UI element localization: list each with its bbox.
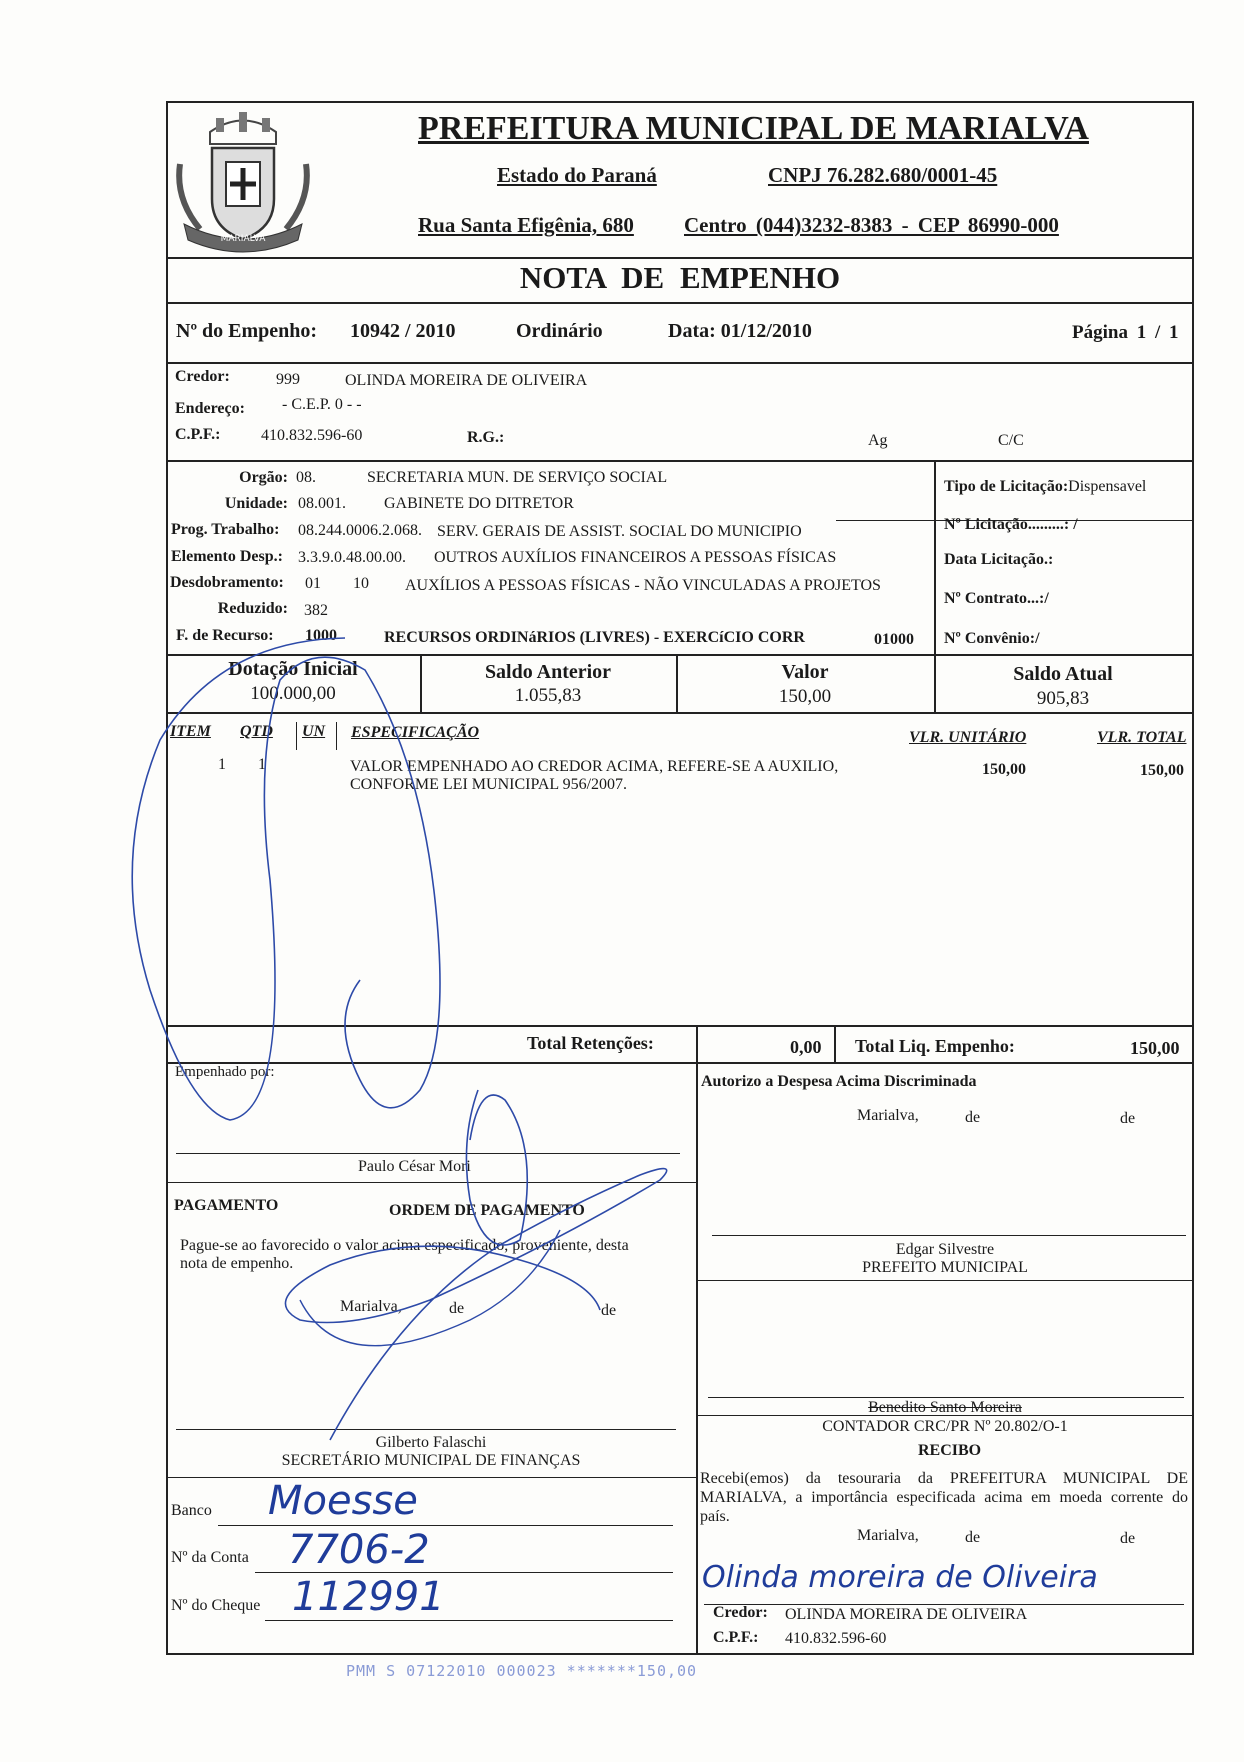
- desdobramento-code: 01: [305, 575, 321, 592]
- cpf-label: C.P.F.:: [175, 426, 221, 443]
- licitacao-number: Nº Licitação.........: /: [944, 516, 1078, 533]
- liquido-value: 150,00: [1130, 1038, 1180, 1058]
- secretario-name: Gilberto Falaschi: [375, 1434, 487, 1451]
- autorizo-de2: de: [1120, 1110, 1136, 1127]
- valor-label: Valor: [781, 661, 829, 683]
- prefeito-name: Edgar Silvestre: [895, 1241, 995, 1258]
- item-spec-line1: VALOR EMPENHADO AO CREDOR ACIMA, REFERE-SE A AUXILIO,: [350, 758, 839, 775]
- pagamento-text-line1: Pague-se ao favorecido o valor acima especificado, proveniente, desta: [180, 1237, 629, 1254]
- liquido-label: Total Liq. Empenho:: [855, 1036, 1015, 1056]
- recibo-credor-name: OLINDA MOREIRA DE OLIVEIRA: [785, 1606, 1028, 1623]
- desdobramento-label: Desdobramento:: [170, 574, 284, 591]
- saldo-atual-label: Saldo Atual: [1013, 663, 1113, 685]
- orgao-label: Orgão:: [239, 469, 288, 486]
- recibo-text-line3: país.: [700, 1508, 730, 1525]
- conta-label: Nº da Conta: [171, 1549, 249, 1566]
- col-vlr-unitario: VLR. UNITÁRIO: [909, 729, 1027, 746]
- orgao-code: 08.: [296, 469, 316, 486]
- retencoes-label: Total Retenções:: [527, 1033, 654, 1053]
- unidade-label: Unidade:: [224, 495, 288, 512]
- empenho-type: Ordinário: [516, 320, 603, 342]
- saldo-atual-value: 905,83: [1036, 688, 1090, 709]
- elemento-label: Elemento Desp.:: [171, 548, 283, 565]
- elemento-name: OUTROS AUXÍLIOS FINANCEIROS A PESSOAS FÍSICAS: [434, 549, 837, 566]
- empenhado-label: Empenhado por:: [175, 1064, 275, 1080]
- col-vlr-total: VLR. TOTAL: [1097, 729, 1187, 746]
- banco-label: Banco: [171, 1502, 212, 1519]
- prefeito-role: PREFEITO MUNICIPAL: [862, 1259, 1028, 1276]
- recibo-de1: de: [965, 1529, 981, 1546]
- autorizo-de1: de: [965, 1109, 981, 1126]
- licitacao-date: Data Licitação.:: [944, 551, 1054, 568]
- recibo-cpf: 410.832.596-60: [785, 1630, 887, 1647]
- address-field-label: Endereço:: [175, 400, 245, 417]
- unidade-name: GABINETE DO DITRETOR: [384, 495, 574, 512]
- item-total-value: 150,00: [1140, 762, 1184, 779]
- col-especificacao: ESPECIFICAÇÃO: [351, 724, 480, 741]
- prog-name: SERV. GERAIS DE ASSIST. SOCIAL DO MUNICIPIO: [437, 523, 802, 540]
- fonte-code: 1000: [305, 627, 337, 644]
- reduzido-label: Reduzido:: [217, 600, 288, 617]
- page-number: Página 1 / 1: [1072, 322, 1179, 343]
- dotacao-value: 100.000,00: [250, 683, 336, 704]
- page-title: PREFEITURA MUNICIPAL DE MARIALVA: [418, 110, 1089, 147]
- recibo-de2: de: [1120, 1530, 1136, 1547]
- recibo-cpf-label: C.P.F.:: [713, 1629, 759, 1646]
- retencoes-value: 0,00: [790, 1037, 822, 1057]
- saldo-anterior-value: 1.055,83: [514, 685, 582, 706]
- contact-label: Centro (044)3232-8383 - CEP 86990-000: [684, 213, 1059, 237]
- agency-label: Ag: [868, 432, 888, 449]
- cheque-label: Nº do Cheque: [171, 1597, 261, 1614]
- licitacao-type-label: Tipo de Licitação:: [944, 478, 1069, 495]
- rg-label: R.G.:: [467, 429, 505, 446]
- empenhado-name: Paulo César Mori: [358, 1158, 471, 1175]
- valor-value: 150,00: [778, 686, 832, 707]
- licitacao-type: Dispensavel: [1068, 478, 1147, 495]
- recibo-label: RECIBO: [918, 1442, 982, 1459]
- recibo-city: Marialva,: [857, 1527, 919, 1544]
- pagamento-text-line2: nota de empenho.: [180, 1255, 294, 1272]
- saldo-anterior-label: Saldo Anterior: [484, 661, 612, 683]
- orgao-name: SECRETARIA MUN. DE SERVIÇO SOCIAL: [367, 469, 668, 486]
- cnpj-label: CNPJ 76.282.680/0001-45: [768, 163, 998, 187]
- address-label: Rua Santa Efigênia, 680: [418, 213, 634, 237]
- fonte-number: 01000: [874, 631, 914, 648]
- reduzido-value: 382: [304, 602, 328, 619]
- fonte-label: F. de Recurso:: [176, 627, 274, 644]
- credor-label: Credor:: [175, 368, 230, 385]
- pagamento-de2: de: [601, 1302, 617, 1319]
- pagamento-label: PAGAMENTO: [174, 1197, 279, 1214]
- recibo-credor-label: Credor:: [713, 1604, 768, 1621]
- col-qtd: QTD: [240, 723, 273, 740]
- col-item: ITEM: [170, 723, 211, 740]
- item-spec-line2: CONFORME LEI MUNICIPAL 956/2007.: [350, 776, 628, 793]
- autorizo-label: Autorizo a Despesa Acima Discriminada: [701, 1073, 977, 1090]
- conta-value: 7706-2: [288, 1527, 430, 1573]
- fonte-name: RECURSOS ORDINáRIOS (LIVRES) - EXERCíCIO CORR: [384, 629, 805, 646]
- convenio-number: Nº Convênio:/: [944, 630, 1040, 647]
- prog-code: 08.244.0006.2.068.: [298, 522, 422, 539]
- cheque-value: 112991: [292, 1574, 445, 1620]
- contract-number: Nº Contrato...:/: [944, 590, 1049, 607]
- pagamento-city: Marialva,: [340, 1298, 402, 1315]
- empenho-number: 10942 / 2010: [350, 320, 456, 342]
- item-number: 1: [218, 756, 226, 773]
- unidade-code: 08.001.: [298, 495, 346, 512]
- col-un: UN: [302, 723, 326, 740]
- autorizo-city: Marialva,: [857, 1107, 919, 1124]
- bank-stamp: PMM S 07122010 000023 *******150,00: [346, 1662, 698, 1680]
- credor-cpf: 410.832.596-60: [261, 427, 363, 444]
- empenho-number-label: Nº do Empenho:: [176, 320, 318, 342]
- document-title: NOTA DE EMPENHO: [519, 260, 841, 295]
- banco-value: Moesse: [268, 1478, 418, 1524]
- prog-label: Prog. Trabalho:: [171, 521, 280, 538]
- item-qtd: 1: [258, 756, 266, 773]
- desdobramento-subcode: 10: [353, 575, 369, 592]
- ordem-pagamento-label: ORDEM DE PAGAMENTO: [389, 1202, 585, 1219]
- dotacao-label: Dotação Inicial: [228, 658, 358, 680]
- account-label: C/C: [998, 432, 1024, 449]
- credor-signature: Olinda moreira de Oliveira: [702, 1560, 1098, 1595]
- pagamento-de1: de: [449, 1300, 465, 1317]
- svg-text:MARIALVA: MARIALVA: [220, 234, 266, 244]
- item-unit-value: 150,00: [982, 761, 1026, 778]
- elemento-code: 3.3.9.0.48.00.00.: [298, 549, 406, 566]
- secretario-role: SECRETÁRIO MUNICIPAL DE FINANÇAS: [281, 1452, 581, 1469]
- recibo-text-line1: Recebi(emos) da tesouraria da PREFEITURA MUNICIPAL DE: [700, 1470, 1188, 1487]
- credor-address: - C.E.P. 0 - -: [282, 396, 362, 413]
- contador-role: CONTADOR CRC/PR Nº 20.802/O-1: [822, 1418, 1068, 1435]
- empenho-date: Data: 01/12/2010: [668, 320, 812, 342]
- desdobramento-name: AUXÍLIOS A PESSOAS FÍSICAS - NÃO VINCULADAS A PROJETOS: [405, 577, 881, 594]
- credor-code: 999: [276, 371, 300, 388]
- contador-name: Benedito Santo Moreira: [868, 1399, 1022, 1416]
- state-label: Estado do Paraná: [497, 163, 657, 187]
- recibo-text-line2: MARIALVA, a importância especificada acima em moeda corrente do: [700, 1489, 1188, 1506]
- credor-name: OLINDA MOREIRA DE OLIVEIRA: [345, 372, 588, 389]
